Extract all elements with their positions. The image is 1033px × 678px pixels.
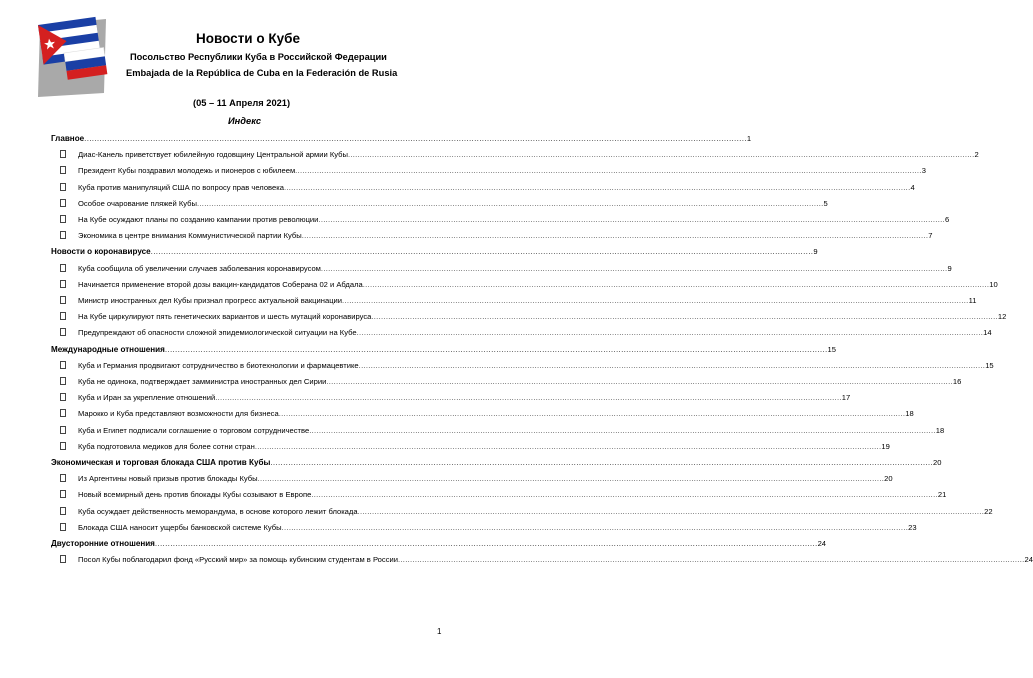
toc-entry-title: Куба подготовила медиков для более сотни стран [78,441,255,451]
toc-page-number: 9 [947,263,952,273]
toc-entry-title: Куба и Иран за укрепление отношений [78,393,216,403]
toc-entry-title: Министр иностранных дел Кубы признал прогресс актуальной вакцинации [78,296,343,305]
toc-leader-dots: .................................................................................................................................................................................................................................................................... [281,522,909,532]
toc-item[interactable] [78,470,893,484]
toc-entry-title: Куба против манипуляций США по вопросу прав человека [78,182,284,192]
toc-leader-dots: .................................................................................................................................................................................................................................................................... [295,166,922,176]
bullet-icon [60,361,66,369]
toc-section[interactable] [51,130,752,143]
toc-page-number: 18 [905,409,914,419]
toc-entry-title: Куба не одинока, подтверждает замминистра иностранных дел Сирии [78,377,327,386]
toc-section[interactable] [51,243,818,257]
bullet-icon [60,215,66,223]
toc-entry-title: Экономическая и торговая блокада США против Кубы [51,458,271,467]
toc-page-number: 12 [997,312,1007,322]
toc-page-number: 19 [881,441,890,451]
toc-entry-title: Экономика в центре внимания Коммунистической партии Кубы [78,231,302,241]
toc-item[interactable] [78,405,914,419]
bullet-icon [60,199,66,207]
toc-leader-dots: .................................................................................................................................................................................................................................................................... [164,344,828,354]
toc-entry-title: Куба сообщила об увеличении случаев заболевания коронавирусом [78,263,321,273]
bullet-icon [60,393,66,401]
toc-item[interactable] [78,373,962,386]
toc-entry-title: На Кубе осуждают планы по созданию кампании против революции [78,215,319,224]
toc-entry-title: Куба осуждает действенность меморандума, в основе которого лежит блокада [78,506,358,516]
toc-page-number: 24 [1024,555,1033,565]
toc-page-number: 20 [884,474,893,484]
toc-leader-dots: .................................................................................................................................................................................................................................................................... [371,312,998,322]
toc-entry-title: Марокко и Куба представляют возможности для бизнеса [78,409,279,419]
toc-leader-dots: .................................................................................................................................................................................................................................................................... [362,279,990,289]
toc-page-number: 6 [944,215,950,224]
toc-page-number: 23 [908,522,917,532]
toc-item[interactable] [78,227,933,241]
toc-item[interactable] [78,486,947,500]
toc-leader-dots: .................................................................................................................................................................................................................................................................... [320,263,948,273]
page-title: Новости о Кубе [196,31,300,46]
bullet-icon [60,231,66,239]
toc-entry-title: Блокада США наносит ущербы банковской системе Кубы [78,522,282,532]
bullet-icon [60,474,66,482]
bullet-icon [60,409,66,417]
bullet-icon [60,280,66,288]
toc-page-number: 14 [983,328,992,338]
date-range: (05 – 11 Апреля 2021) [193,98,291,108]
bullet-icon [60,555,66,563]
toc-leader-dots: .................................................................................................................................................................................................................................................................... [397,555,1025,565]
toc-item[interactable] [78,438,890,451]
toc-page-number: 9 [813,247,818,257]
toc-leader-dots: .................................................................................................................................................................................................................................................................... [309,425,936,435]
toc-section[interactable] [51,535,827,548]
toc-page-number: 17 [841,393,851,403]
toc-item[interactable] [78,211,950,224]
toc-leader-dots: .................................................................................................................................................................................................................................................................... [318,215,945,224]
toc-entry-title: Президент Кубы поздравил молодежь и пионеров с юбилеем [78,166,296,176]
bullet-icon [60,523,66,531]
toc-page-number: 21 [937,490,947,500]
index-heading: Индекс [228,116,262,126]
toc-page-number: 11 [968,296,977,305]
toc-entry-title: Куба и Германия продвигают сотрудничество в биотехнологии и фармацевтике [78,360,359,370]
toc-page-number: 16 [952,377,962,386]
toc-leader-dots: .................................................................................................................................................................................................................................................................... [283,182,911,192]
toc-item[interactable] [78,551,1033,565]
bullet-icon [60,490,66,498]
page-number: 1 [437,627,442,636]
toc-entry-title: Особое очарование пляжей Кубы [78,198,197,208]
toc-entry-title: Куба и Египет подписали соглашение о торговом сотрудничестве [78,425,310,435]
toc-item[interactable] [78,146,979,160]
toc-item[interactable] [78,162,926,176]
toc-page-number: 20 [933,458,942,467]
toc-page-number: 15 [827,344,836,354]
toc-item[interactable] [78,308,1007,322]
toc-page-number: 7 [928,231,933,241]
toc-leader-dots: .................................................................................................................................................................................................................................................................... [301,231,929,241]
toc-leader-dots: .................................................................................................................................................................................................................................................................... [84,134,747,143]
toc-leader-dots: .................................................................................................................................................................................................................................................................... [356,328,984,338]
toc-leader-dots: .................................................................................................................................................................................................................................................................... [215,393,842,403]
toc-leader-dots: .................................................................................................................................................................................................................................................................... [270,458,934,467]
bullet-icon [60,377,66,385]
toc-entry-title: Диас-Канель приветствует юбилейную годовщину Центральной армии Кубы [78,150,348,160]
bullet-icon [60,183,66,191]
toc-item[interactable] [78,260,952,273]
toc-page-number: 18 [935,425,945,435]
toc-entry-title: Главное [51,134,85,143]
toc-item[interactable] [78,519,917,532]
toc-leader-dots: .................................................................................................................................................................................................................................................................... [254,441,882,451]
bullet-icon [60,507,66,515]
toc-leader-dots: .................................................................................................................................................................................................................................................................... [257,474,885,484]
toc-entry-title: Международные отношения [51,344,165,354]
bullet-icon [60,264,66,272]
toc-leader-dots: .................................................................................................................................................................................................................................................................... [358,360,986,370]
toc-entry-title: Предупреждают об опасности сложной эпидемиологической ситуации на Кубе [78,328,357,338]
toc-item[interactable] [78,389,851,403]
toc-item[interactable] [78,357,994,370]
toc-item[interactable] [78,195,828,208]
toc-page-number: 24 [817,539,827,548]
embassy-name-ru: Посольство Республики Куба в Российской Федерации [130,52,387,62]
bullet-icon [60,150,66,158]
bullet-icon [60,166,66,174]
toc-section[interactable] [51,341,836,354]
toc-leader-dots: .................................................................................................................................................................................................................................................................... [357,506,985,516]
toc-leader-dots: .................................................................................................................................................................................................................................................................... [196,198,824,208]
toc-entry-title: Новости о коронавирусе [51,247,151,257]
toc-entry-title: На Кубе циркулируют пять генетических вариантов и шесть мутаций коронавируса [78,312,372,322]
toc-item[interactable] [78,324,992,338]
toc-leader-dots: .................................................................................................................................................................................................................................................................... [311,490,938,500]
bullet-icon [60,426,66,434]
toc-page-number: 2 [974,150,979,160]
toc-item[interactable] [78,503,993,516]
bullet-icon [60,296,66,304]
toc-entry-title: Двусторонние отношения [51,539,155,548]
toc-entry-title: Начинается применение второй дозы вакцин-кандидатов Соберана 02 и Абдала [78,279,363,289]
toc-entry-title: Посол Кубы поблагодарил фонд «Русский мир» за помощь кубинским студентам в России [78,555,398,565]
toc-section[interactable] [51,454,942,467]
toc-entry-title: Новый всемирный день против блокады Кубы созывают в Европе [78,490,312,500]
toc-page-number: 3 [921,166,926,176]
toc-leader-dots: .................................................................................................................................................................................................................................................................... [154,539,818,548]
toc-leader-dots: .................................................................................................................................................................................................................................................................... [278,409,906,419]
toc-item[interactable] [78,292,977,305]
bullet-icon [60,442,66,450]
toc-page-number: 10 [989,279,998,289]
bullet-icon [60,328,66,336]
toc-leader-dots: .................................................................................................................................................................................................................................................................... [342,296,969,305]
toc-item[interactable] [78,422,945,435]
toc-page-number: 15 [985,360,994,370]
toc-entry-title: Из Аргентины новый призыв против блокады Кубы [78,474,258,484]
toc-leader-dots: .................................................................................................................................................................................................................................................................... [150,247,814,257]
toc-leader-dots: .................................................................................................................................................................................................................................................................... [347,150,975,160]
bullet-icon [60,312,66,320]
toc-item[interactable] [78,276,998,289]
toc-page-number: 22 [984,506,993,516]
embassy-name-es: Embajada de la República de Cuba en la Federación de Rusia [126,68,398,78]
toc-page-number: 1 [746,134,752,143]
toc-leader-dots: .................................................................................................................................................................................................................................................................... [326,377,953,386]
toc-item[interactable] [78,179,915,192]
toc-page-number: 4 [910,182,915,192]
toc-page-number: 5 [823,198,828,208]
